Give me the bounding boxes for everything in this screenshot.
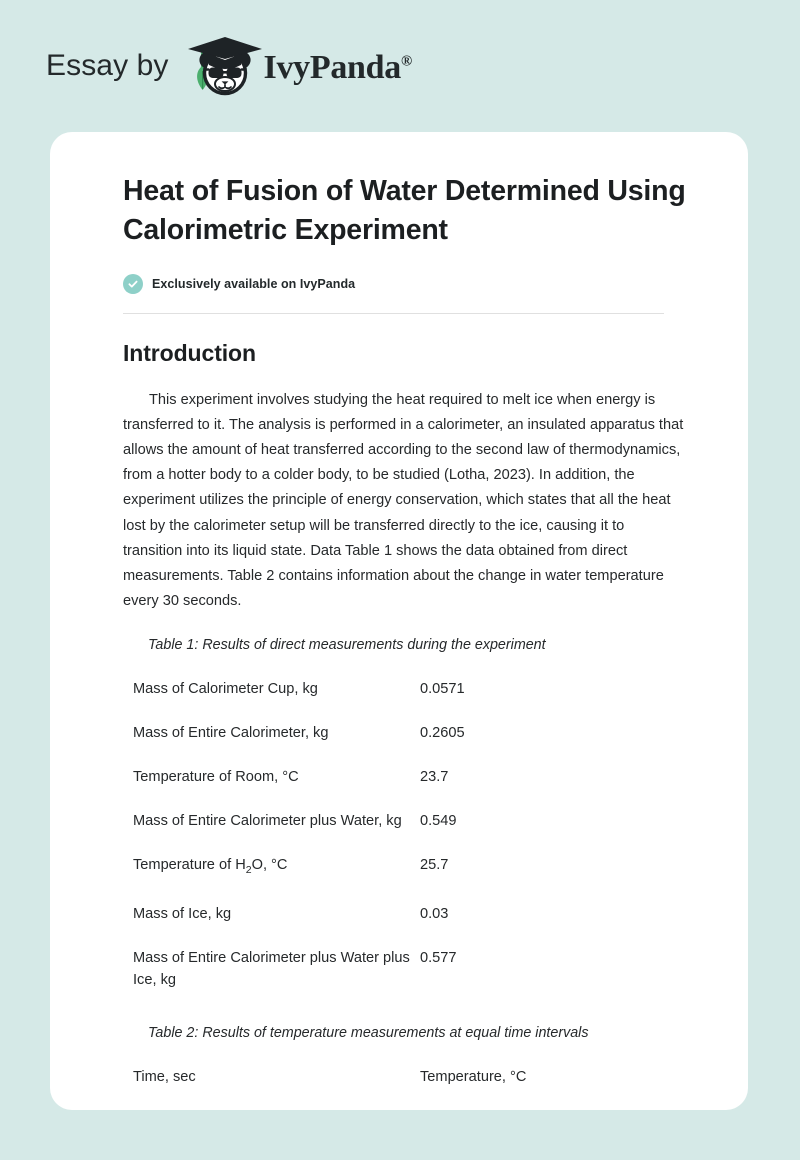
table-header-row: [98, 1054, 688, 1099]
brand-header: [0, 0, 800, 132]
table-row: [98, 799, 688, 843]
table-cell-label: Mass of Ice, kg: [133, 905, 232, 922]
header-divider: [123, 313, 664, 314]
table-column-header: Temperature, °C: [420, 1069, 527, 1086]
exclusive-availability-label: Exclusively available on IvyPanda: [152, 276, 356, 291]
registered-trademark-icon: ®: [400, 53, 412, 70]
table-1-body: [98, 667, 688, 1002]
table-column-header: Time, sec: [133, 1069, 196, 1086]
introduction-paragraph: This experiment involves studying the heat required to melt ice when energy is transferred to it. The analysis is performed in a calorimeter, an insulated apparatus that allows the amount of heat transferred according to the second law of thermodynamics, from a hotter body to a colder body, to be studied (Lotha, 2023). In addition, the experiment utilizes the principle of energy conservation, which states that all the heat lost by the calorimeter setup will be transferred directly to the ice, causing it to transition into its liquid state. Data Table 1 shows the data obtained from direct measurements. Table 2 contains information about the change in water temperature every 30 seconds.: [123, 391, 684, 610]
table-1-caption: Table 1: Results of direct measurements during the experiment: [148, 637, 546, 654]
table-cell-value: 0.0571: [420, 680, 465, 697]
table-row: [98, 892, 688, 936]
table-1-direct-measurements: [98, 667, 688, 1002]
table-cell-label: Temperature of $H_2O$, °C: [133, 856, 288, 876]
ivypanda-logo[interactable]: [182, 35, 412, 97]
table-row: [98, 843, 688, 892]
table-cell-value: 23.7: [420, 768, 449, 785]
essay-by-label: Essay by: [46, 49, 169, 82]
essay-paper-card: [50, 132, 748, 1110]
table-2-caption: Table 2: Results of temperature measurements at equal time intervals: [148, 1024, 589, 1041]
table-cell-value: 0.549: [420, 812, 457, 829]
table-cell-value: 0.2605: [420, 724, 465, 741]
wordmark-text: IvyPanda: [263, 49, 401, 86]
table-cell-label: Mass of Entire Calorimeter plus Water plus Ice, kg: [133, 949, 410, 988]
section-heading-introduction: Introduction: [123, 339, 256, 366]
table-cell-value: 0.577: [420, 949, 457, 966]
page-title: Heat of Fusion of Water Determined Using Calorimetric Experiment: [123, 175, 686, 246]
table-cell-label: Mass of Entire Calorimeter plus Water, kg: [133, 812, 402, 829]
table-row: [98, 667, 688, 711]
exclusive-availability-badge: [98, 274, 688, 294]
table-cell-value: 0.03: [420, 905, 449, 922]
table-cell-label: Temperature of Room, °C: [133, 768, 299, 785]
table-cell-label: Mass of Entire Calorimeter, kg: [133, 724, 329, 741]
table-row: [98, 711, 688, 755]
panda-graduate-icon: [182, 35, 268, 97]
table-row: [98, 755, 688, 799]
table-2-temperature-measurements: [98, 1054, 688, 1099]
table-cell-label: Mass of Calorimeter Cup, kg: [133, 680, 318, 697]
ivypanda-wordmark: [264, 51, 412, 85]
check-circle-icon: [123, 274, 143, 294]
table-2-head: [98, 1054, 688, 1099]
table-cell-value: 25.7: [420, 856, 449, 873]
table-row: [98, 936, 688, 1002]
